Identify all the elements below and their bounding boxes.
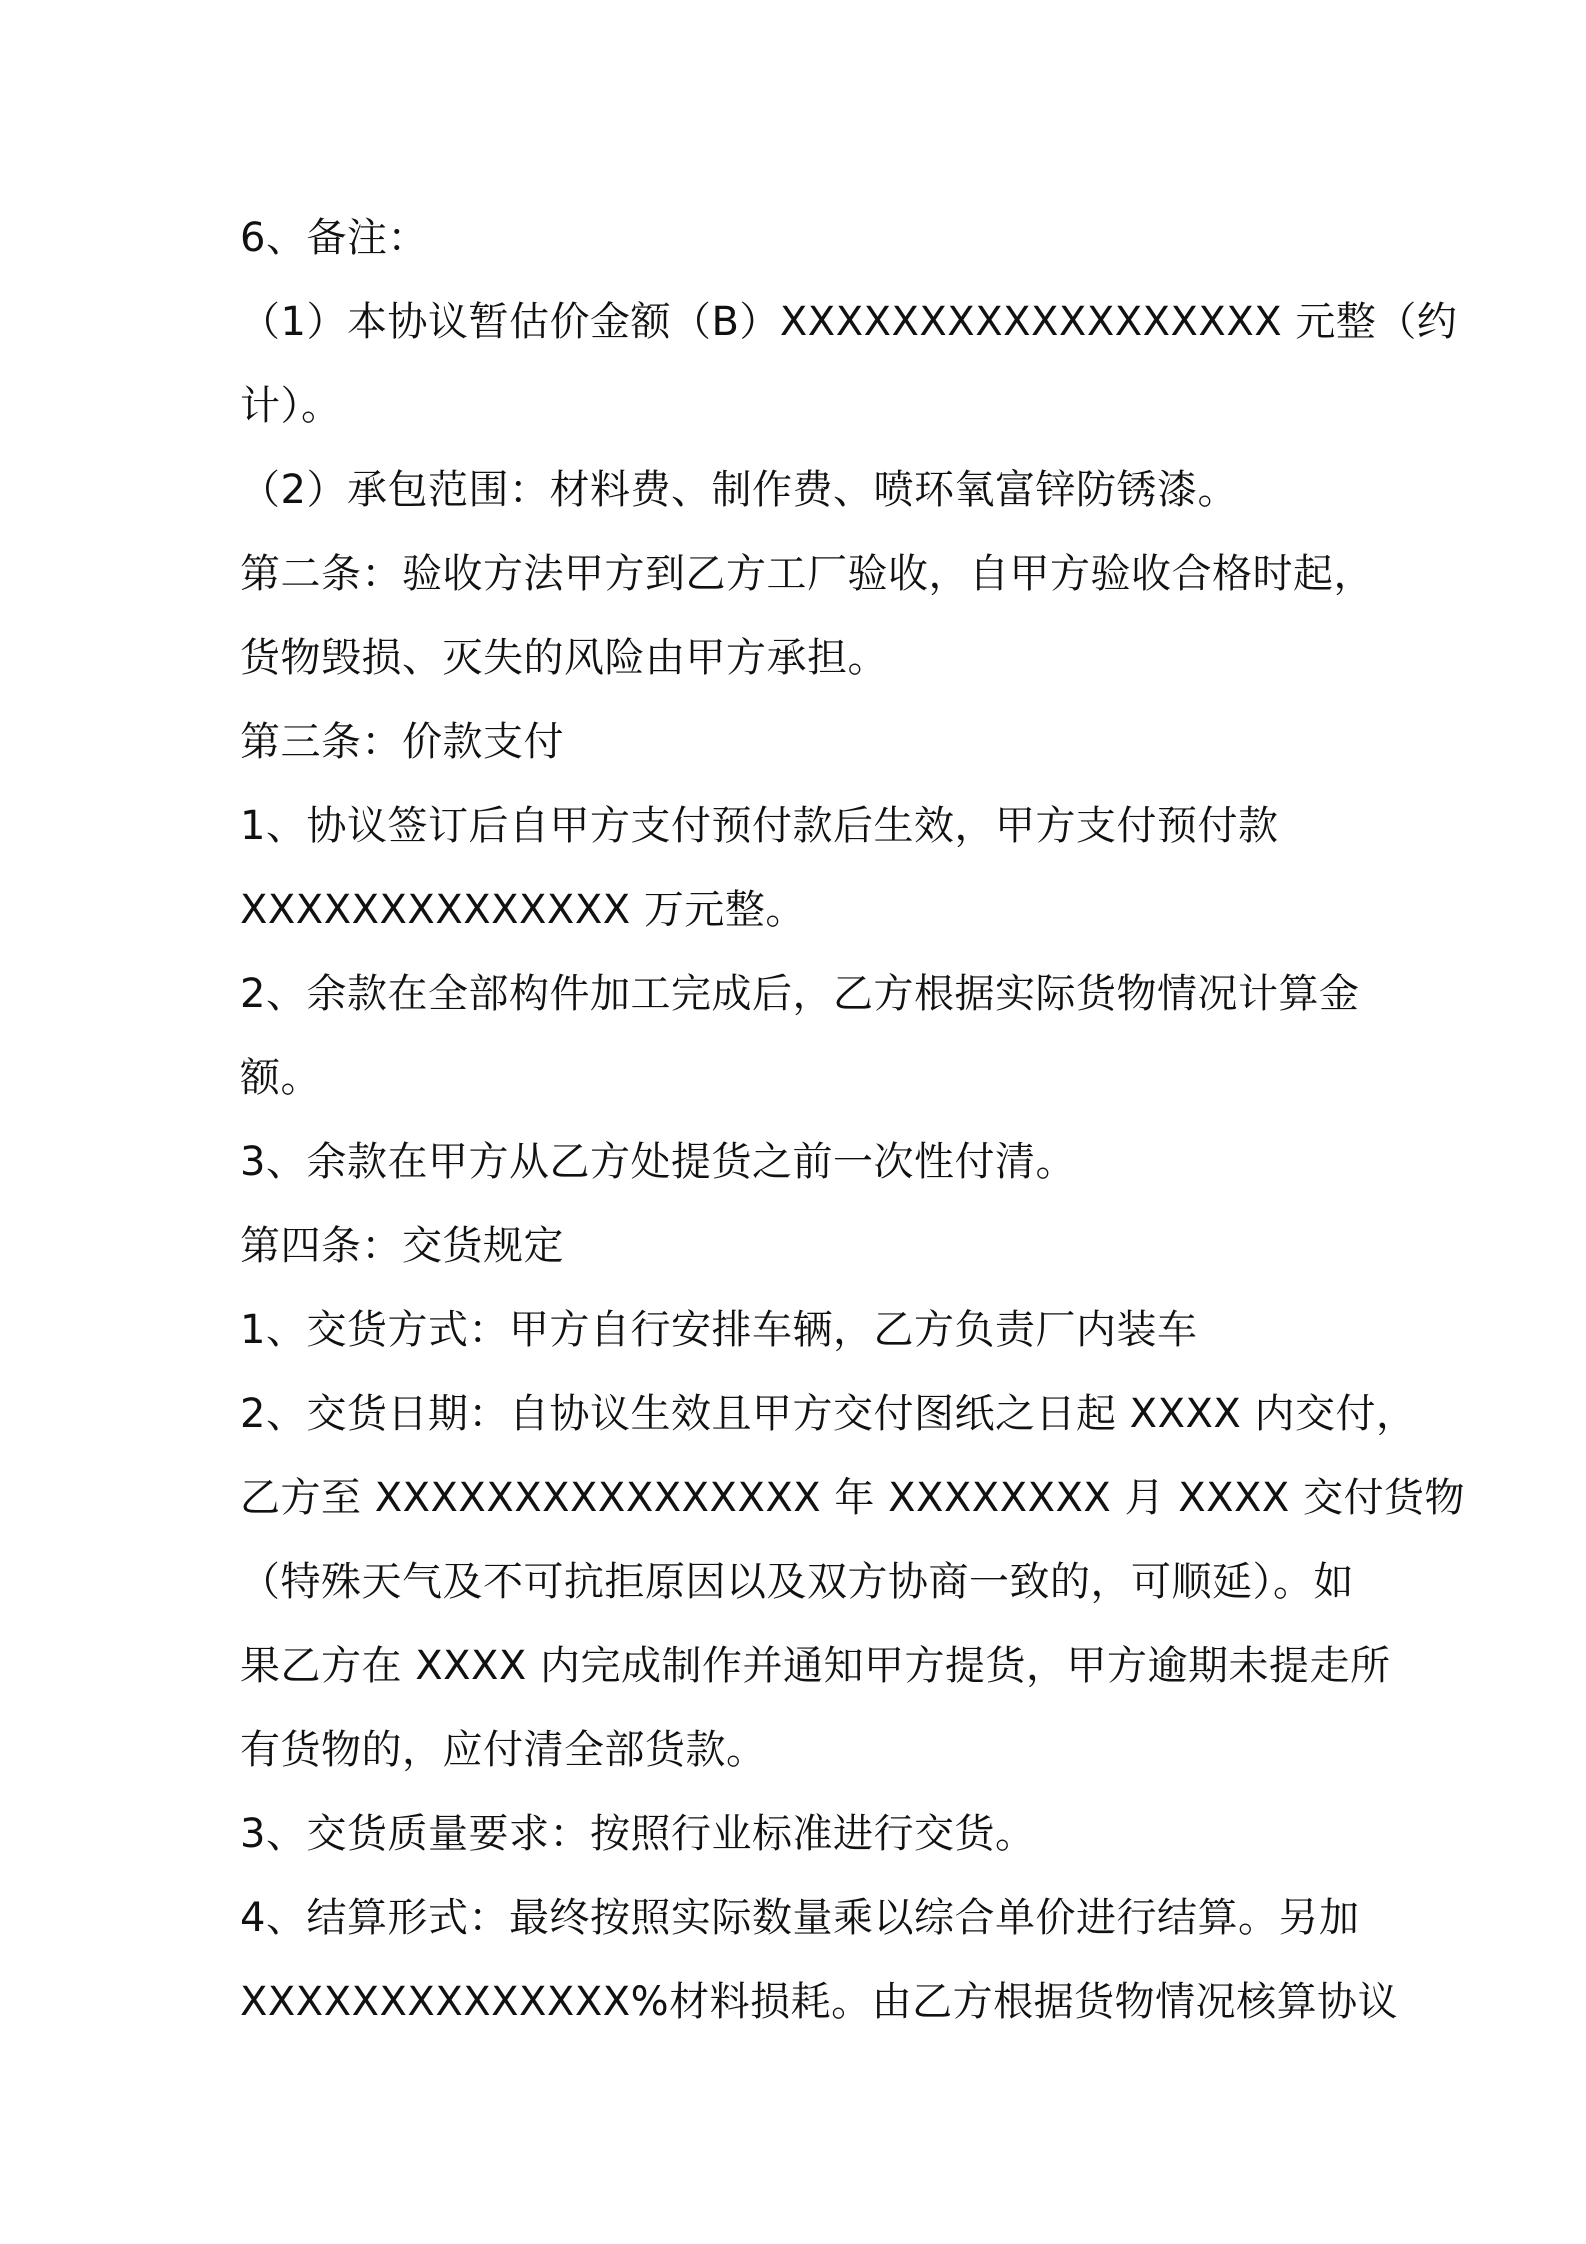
text-line-estimated-amount-cont: 计）。 (240, 383, 342, 429)
text-line-delivery-2-cont-a: 乙方至 XXXXXXXXXXXXXXXX 年 XXXXXXXX 月 XXXX 交付货物 (240, 1475, 1466, 1521)
text-line-delivery-4: 4、结算形式：最终按照实际数量乘以综合单价进行结算。另加 (240, 1895, 1360, 1941)
text-line-article-4-heading: 第四条：交货规定 (240, 1223, 564, 1269)
text-line-delivery-2-cont-b: （特殊天气及不可抗拒原因以及双方协商一致的，可顺延）。如 (240, 1559, 1354, 1605)
text-line-delivery-1: 1、交货方式：甲方自行安排车辆，乙方负责厂内装车 (240, 1307, 1198, 1353)
text-line-article-2-cont: 货物毁损、灭失的风险由甲方承担。 (240, 635, 888, 681)
text-line-delivery-2-cont-c: 果乙方在 XXXX 内完成制作并通知甲方提货，甲方逾期未提走所 (240, 1643, 1391, 1689)
document-body (240, 196, 1466, 2044)
text-line-note-heading: 6、备注： (240, 215, 428, 261)
text-line-delivery-3: 3、交货质量要求：按照行业标准进行交货。 (240, 1811, 1036, 1857)
text-line-payment-2: 2、余款在全部构件加工完成后，乙方根据实际货物情况计算金 (240, 971, 1360, 1017)
text-line-delivery-2-cont-d: 有货物的，应付清全部货款。 (240, 1727, 767, 1773)
text-line-payment-1-cont: XXXXXXXXXXXXXX 万元整。 (240, 887, 806, 933)
text-line-delivery-2: 2、交货日期：自协议生效且甲方交付图纸之日起 XXXX 内交付， (240, 1391, 1417, 1437)
text-line-delivery-4-cont: XXXXXXXXXXXXXX%材料损耗。由乙方根据货物情况核算协议 (240, 1979, 1399, 2025)
text-line-payment-1: 1、协议签订后自甲方支付预付款后生效，甲方支付预付款 (240, 803, 1279, 849)
text-line-article-2: 第二条：验收方法甲方到乙方工厂验收，自甲方验收合格时起， (240, 551, 1374, 597)
text-line-article-3-heading: 第三条：价款支付 (240, 719, 564, 765)
text-line-scope: （2）承包范围：材料费、制作费、喷环氧富锌防锈漆。 (240, 467, 1238, 513)
text-line-payment-3: 3、余款在甲方从乙方处提货之前一次性付清。 (240, 1139, 1076, 1185)
text-line-payment-2-cont: 额。 (240, 1055, 321, 1101)
text-line-estimated-amount: （1）本协议暂估价金额（B）XXXXXXXXXXXXXXXXXX 元整（约 (240, 299, 1458, 345)
